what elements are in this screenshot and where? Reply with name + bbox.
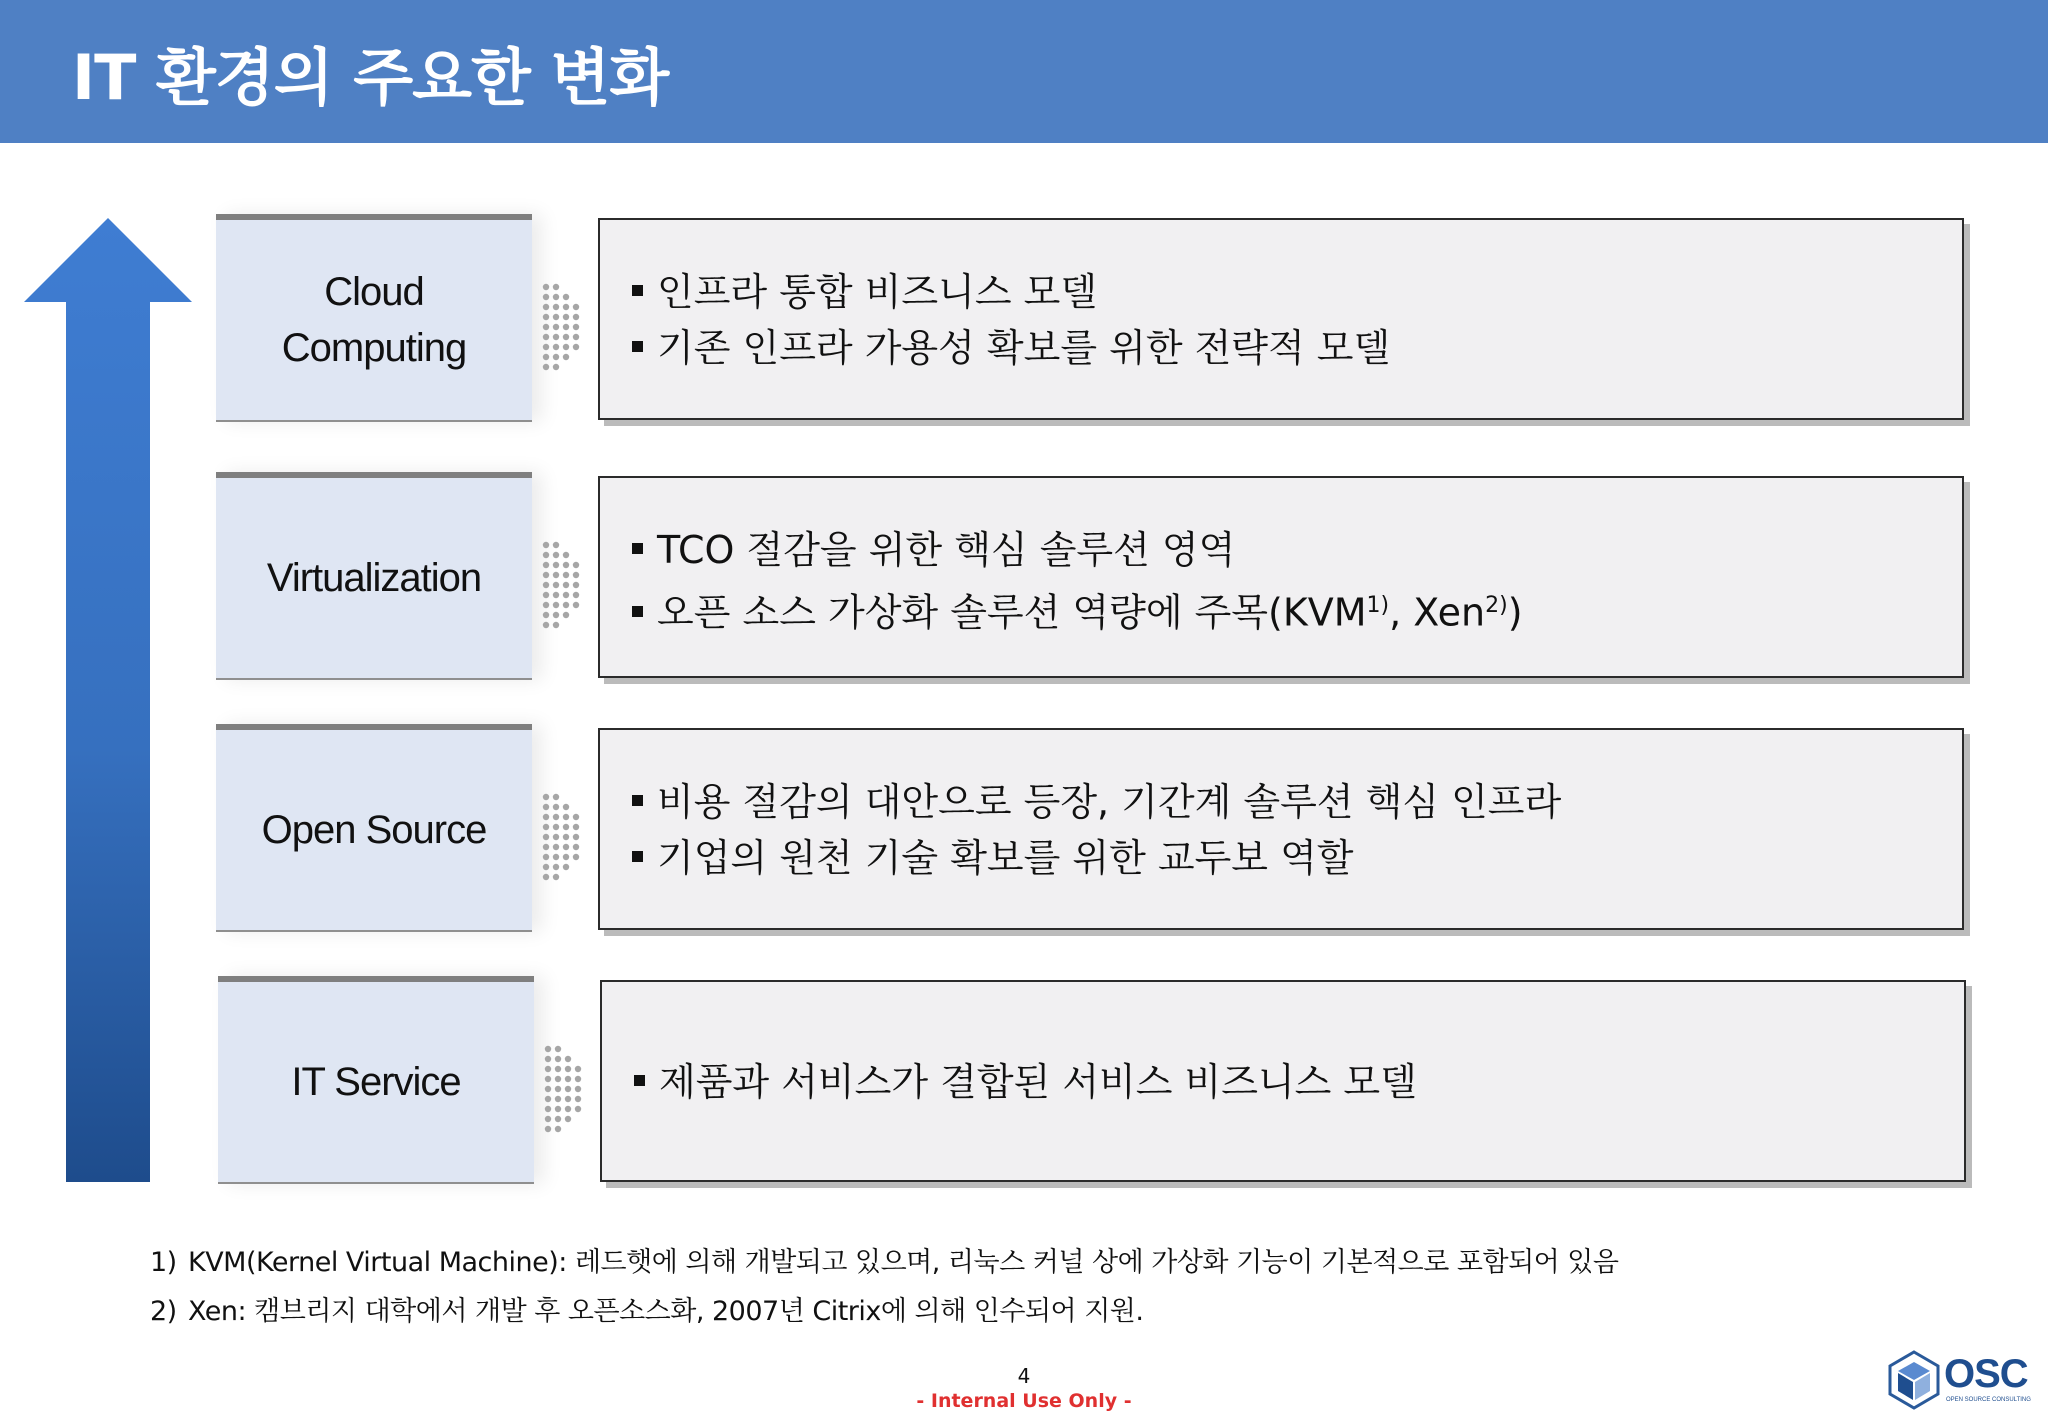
dotted-connector-icon (542, 1044, 592, 1134)
connector-dot (573, 844, 579, 850)
connector-dot (543, 334, 549, 340)
connector-dot (553, 864, 559, 870)
level-virtualization (216, 472, 532, 680)
bullet-text: ) (1507, 590, 1523, 635)
connector-dot (555, 1106, 561, 1112)
connector-dot (553, 542, 559, 548)
connector-dot (555, 1096, 561, 1102)
footnote-item (150, 1238, 1618, 1287)
connector-dot (563, 354, 569, 360)
confidentiality-label: - Internal Use Only - (916, 1390, 1132, 1412)
connector-dot (573, 562, 579, 568)
connector-dot (555, 1076, 561, 1082)
connector-dot (553, 344, 559, 350)
bullet-item: 비용 절감의 대안으로 등장, 기간계 솔루션 핵심 인프라 (632, 774, 1561, 830)
connector-dot (563, 864, 569, 870)
footnote-number: 2) (150, 1296, 177, 1327)
connector-dot (573, 304, 579, 310)
connector-dot (545, 1086, 551, 1092)
logo-emblem-icon (1886, 1350, 1942, 1412)
connector-dot (563, 804, 569, 810)
connector-dot (543, 314, 549, 320)
dotted-connector-icon (540, 282, 590, 372)
connector-dot (543, 324, 549, 330)
connector-dot (553, 592, 559, 598)
connector-dot (563, 344, 569, 350)
connector-dot (553, 294, 559, 300)
connector-dot (555, 1116, 561, 1122)
connector-dot (565, 1096, 571, 1102)
connector-dot (563, 304, 569, 310)
level-label-text: IT Service (291, 1060, 461, 1104)
level-label-text: Virtualization (266, 556, 482, 600)
connector-dot (543, 582, 549, 588)
connector-dot (543, 794, 549, 800)
connector-dot (563, 324, 569, 330)
connector-dot (565, 1076, 571, 1082)
connector-dot (575, 1066, 581, 1072)
level-label-text: Cloud Computing (281, 270, 467, 370)
connector-dot (543, 622, 549, 628)
logo-text: OSC (1944, 1352, 2028, 1396)
connector-dot (543, 572, 549, 578)
logo-subtitle: OPEN SOURCE CONSULTING (1946, 1397, 2031, 1403)
bullet-item: 인프라 통합 비즈니스 모델 (632, 264, 1390, 320)
footnote-number: 1) (150, 1247, 177, 1278)
connector-dot (543, 864, 549, 870)
connector-dot (573, 334, 579, 340)
title-bar (0, 0, 2048, 143)
connector-dot (543, 834, 549, 840)
connector-dot (553, 562, 559, 568)
connector-dot (553, 314, 559, 320)
content-box-open-source (598, 728, 1964, 930)
bullet-item: 기존 인프라 가용성 확보를 위한 전략적 모델 (632, 320, 1390, 376)
connector-dot (543, 542, 549, 548)
connector-dot (543, 874, 549, 880)
dotted-connector-icon (540, 792, 590, 882)
connector-dot (553, 814, 559, 820)
connector-dot (543, 354, 549, 360)
connector-dot (555, 1086, 561, 1092)
connector-dot (575, 1106, 581, 1112)
growth-arrow (24, 218, 194, 1184)
connector-dot (553, 834, 559, 840)
connector-dot (545, 1056, 551, 1062)
connector-dot (543, 844, 549, 850)
footnote-text: Xen: 캠브리지 대학에서 개발 후 오픈소스화, 2007년 Citrix에 의해 인수되어 지원. (188, 1296, 1144, 1327)
connector-dot (553, 364, 559, 370)
connector-dot (573, 814, 579, 820)
connector-dot (573, 854, 579, 860)
content-box-virtualization (598, 476, 1964, 678)
connector-dot (563, 612, 569, 618)
connector-dot (543, 602, 549, 608)
connector-dot (543, 284, 549, 290)
bullet-item: TCO 절감을 위한 핵심 솔루션 영역 (632, 522, 1523, 578)
connector-dot (545, 1096, 551, 1102)
connector-dot (575, 1096, 581, 1102)
connector-dot (563, 814, 569, 820)
level-it-service (218, 976, 534, 1184)
connector-dot (553, 582, 559, 588)
connector-dot (553, 824, 559, 830)
connector-dot (545, 1126, 551, 1132)
connector-dot (555, 1126, 561, 1132)
connector-dot (543, 592, 549, 598)
connector-dot (573, 582, 579, 588)
connector-dot (553, 552, 559, 558)
connector-dot (543, 804, 549, 810)
bullet-text: , Xen (1389, 590, 1486, 635)
connector-dot (563, 552, 569, 558)
connector-dot (573, 324, 579, 330)
bullet-item: 기업의 원천 기술 확보를 위한 교두보 역할 (632, 830, 1561, 886)
connector-dot (543, 562, 549, 568)
connector-dot (553, 572, 559, 578)
content-box-it-service (600, 980, 1966, 1182)
connector-dot (553, 854, 559, 860)
company-logo (1886, 1350, 2038, 1412)
connector-dot (573, 572, 579, 578)
connector-dot (573, 834, 579, 840)
connector-dot (545, 1106, 551, 1112)
bullet-text: 오픈 소스 가상화 솔루션 역량에 주목(KVM (657, 590, 1367, 635)
connector-dot (553, 284, 559, 290)
connector-dot (553, 334, 559, 340)
level-label-text: Open Source (261, 808, 487, 852)
connector-dot (543, 824, 549, 830)
connector-dot (563, 592, 569, 598)
connector-dot (543, 854, 549, 860)
level-label (282, 264, 466, 376)
connector-dot (573, 344, 579, 350)
connector-dot (555, 1046, 561, 1052)
connector-dot (543, 304, 549, 310)
connector-dot (565, 1116, 571, 1122)
dotted-connector-icon (540, 540, 590, 630)
connector-dot (575, 1086, 581, 1092)
connector-dot (563, 834, 569, 840)
connector-dot (543, 364, 549, 370)
connector-dot (563, 572, 569, 578)
connector-dot (555, 1066, 561, 1072)
level-cloud-computing (216, 214, 532, 422)
footnote-ref: 2) (1485, 593, 1508, 618)
connector-dot (565, 1106, 571, 1112)
connector-dot (553, 794, 559, 800)
connector-dot (553, 874, 559, 880)
connector-dot (565, 1086, 571, 1092)
connector-dot (543, 814, 549, 820)
connector-dot (553, 622, 559, 628)
connector-dot (563, 294, 569, 300)
connector-dot (553, 844, 559, 850)
footnote-item (150, 1287, 1618, 1336)
connector-dot (563, 602, 569, 608)
connector-dot (553, 612, 559, 618)
connector-dot (553, 304, 559, 310)
connector-dot (553, 354, 559, 360)
connector-dot (555, 1056, 561, 1062)
connector-dot (553, 602, 559, 608)
connector-dot (563, 562, 569, 568)
connector-dot (543, 344, 549, 350)
connector-dot (543, 294, 549, 300)
connector-dot (575, 1076, 581, 1082)
connector-dot (563, 582, 569, 588)
connector-dot (543, 552, 549, 558)
connector-dot (553, 324, 559, 330)
connector-dot (573, 602, 579, 608)
connector-dot (563, 314, 569, 320)
bullet-item: 제품과 서비스가 결합된 서비스 비즈니스 모델 (634, 1054, 1417, 1110)
connector-dot (565, 1066, 571, 1072)
page-number: 4 (1017, 1364, 1031, 1388)
connector-dot (565, 1056, 571, 1062)
connector-dot (563, 824, 569, 830)
bullet-item (632, 578, 1523, 641)
connector-dot (553, 804, 559, 810)
footnote-ref: 1) (1366, 593, 1390, 618)
content-box-cloud (598, 218, 1964, 420)
connector-dot (545, 1066, 551, 1072)
connector-dot (573, 314, 579, 320)
footnote-text: KVM(Kernel Virtual Machine): 레드햇에 의해 개발되고 있으며, 리눅스 커널 상에 가상화 기능이 기본적으로 포함되어 있음 (188, 1247, 1619, 1278)
connector-dot (573, 592, 579, 598)
connector-dot (573, 824, 579, 830)
connector-dot (563, 334, 569, 340)
connector-dot (545, 1116, 551, 1122)
slide-title: IT 환경의 주요한 변화 (72, 41, 669, 114)
connector-dot (545, 1076, 551, 1082)
footnotes (150, 1238, 1618, 1336)
connector-dot (543, 612, 549, 618)
connector-dot (545, 1046, 551, 1052)
connector-dot (563, 854, 569, 860)
level-open-source (216, 724, 532, 932)
connector-dot (563, 844, 569, 850)
